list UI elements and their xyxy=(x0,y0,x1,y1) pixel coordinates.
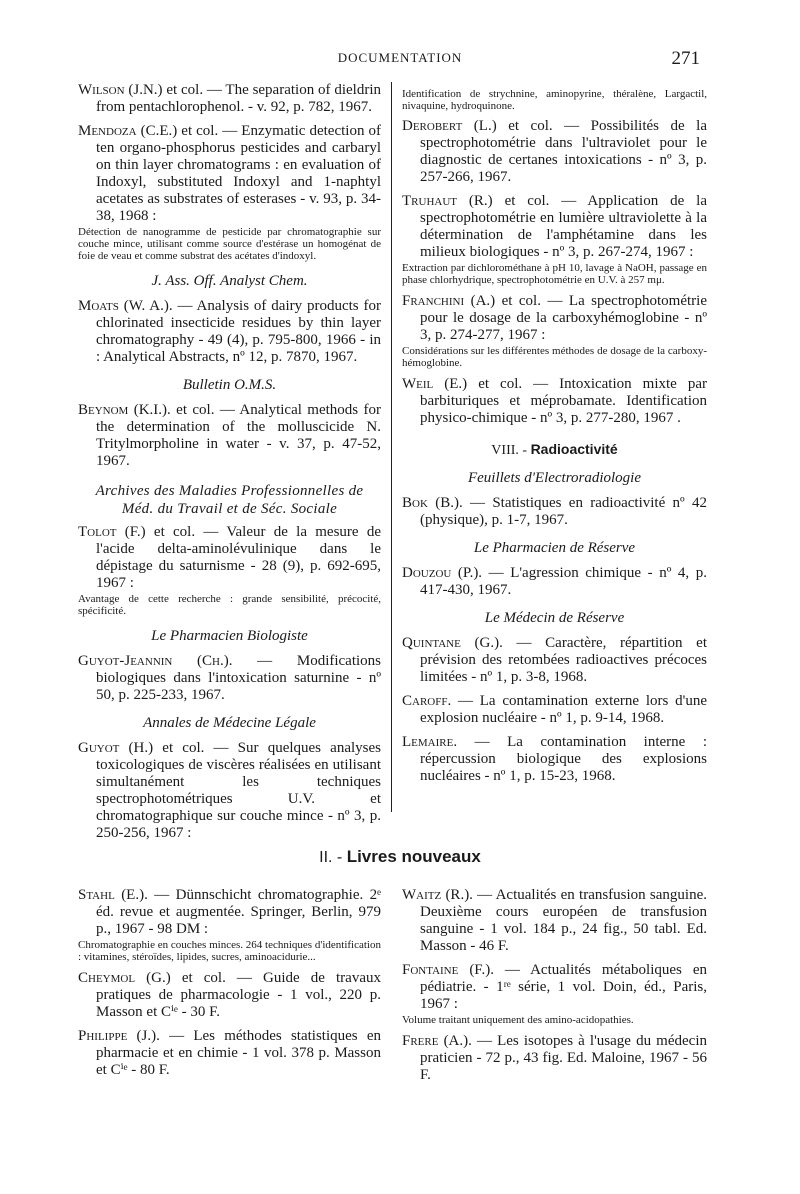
entry-text: — L'agression chimique - nº 4, p. 417-430, 1967. xyxy=(420,565,707,598)
entry-text: et col. — Valeur de la mesure de l'acide delta-aminolévulinique dans le dépistage du saturnisme - 28 (9), p. 692-695, 1967 : xyxy=(96,524,381,591)
journal-heading: Le Médecin de Réserve xyxy=(484,610,625,626)
journal-heading: J. Ass. Off. Analyst Chem. xyxy=(151,273,308,289)
entry-text: et col. — Sur quelques analyses toxicologiques de viscères réalisées en utilisant simultanément les techniques spectrophotométriques U.V. et chromatographique sur couche mince - nº 3, p. 250-256, 1967 : xyxy=(96,740,381,841)
bibliography-entry xyxy=(402,293,707,369)
books-left-column xyxy=(78,887,381,1086)
entry-author: Derobert (L.) xyxy=(402,118,497,134)
entry-note: Volume traitant uniquement des amino-acidopathies. xyxy=(402,1014,634,1026)
entry-note: Chromatographie en couches minces. 264 techniques d'identification : vitamines, stéroïdes, lipides, sucres, aminoacidurie... xyxy=(78,939,381,963)
entry-citation xyxy=(402,565,707,599)
entry-author: Mendoza (C.E.) xyxy=(78,123,178,139)
bibliography-entry xyxy=(402,1033,707,1084)
entry-text: et col. — Enzymatic detection of ten organo-phosphorus pesticides and carbaryl on thin layer chromatograms : en evaluation of Indoxyl, substituted Indoxyl and 1-naphtyl acetates as substrates of esterases - v. 93, p. 34-38, 1968 : xyxy=(96,123,381,224)
entry-text: et col. — Possibilités de la spectrophotométrie dans l'ultraviolet pour le diagnostic de certanes intoxications - nº 3, p. 257-266, 1967. xyxy=(420,118,708,185)
entry-citation xyxy=(78,82,381,116)
bibliography-entry xyxy=(78,298,381,366)
entry-author: Bok (B.). xyxy=(402,495,463,511)
bibliography-entry xyxy=(402,118,707,186)
entry-author: Moats (W. A.). xyxy=(78,298,173,314)
entry-author: Wilson (J.N.) xyxy=(78,82,163,98)
books-section-heading xyxy=(0,847,800,867)
entry-citation xyxy=(402,887,707,955)
entry-citation xyxy=(78,740,381,842)
continued-note: Identification de strychnine, aminopyrine, théralène, Largactil, nivaquine, hydroquinone. xyxy=(402,88,707,112)
entry-text: — Dünnschicht chromatographie. 2ᵉ éd. revue et augmentée. Springer, Berlin, 979 p., 1967 - 98 DM : xyxy=(96,887,381,937)
column-divider xyxy=(391,82,392,812)
entry-author: Guyot (H.) xyxy=(78,740,154,756)
entry-citation xyxy=(78,298,381,366)
entry-text: — La contamination externe lors d'une explosion nucléaire - nº 1, p. 9-14, 1968. xyxy=(420,693,707,726)
entry-citation xyxy=(402,635,707,686)
entry-text: — Caractère, répartition et prévision des retombées radioactives précoces limitées - nº 1, p. 3-8, 1968. xyxy=(420,635,707,685)
bibliography-entry xyxy=(402,193,707,286)
bibliography-entry xyxy=(78,970,381,1021)
entry-citation xyxy=(402,193,707,261)
entry-text: — Statistiques en radioactivité nº 42 (physique), p. 1-7, 1967. xyxy=(420,495,707,528)
entry-author: Cheymol (G.) xyxy=(78,970,171,986)
bibliography-entry xyxy=(78,123,381,262)
entry-author: Beynom (K.I.). xyxy=(78,402,171,418)
bibliography-entry xyxy=(402,635,707,686)
entry-author: Caroff. xyxy=(402,693,452,709)
entry-author: Weil (E.) xyxy=(402,376,468,392)
entry-author: Douzou (P.). xyxy=(402,565,483,581)
entry-author: Quintane (G.). xyxy=(402,635,503,651)
entry-author: Truhaut (R.) xyxy=(402,193,493,209)
bibliography-entry xyxy=(78,82,381,116)
entry-text: — Les isotopes à l'usage du médecin praticien - 72 p., 43 fig. Ed. Maloine, 1967 - 56 F. xyxy=(420,1033,707,1083)
entry-citation xyxy=(78,887,381,938)
entry-note: Considérations sur les différentes méthodes de dosage de la carboxy-hémoglobine. xyxy=(402,345,707,369)
entry-citation xyxy=(402,376,707,427)
entry-author: Fontaine (F.). xyxy=(402,962,494,978)
bibliography-entry xyxy=(402,887,707,955)
bibliography-entry xyxy=(78,653,381,704)
entry-citation xyxy=(78,653,381,704)
journal-heading: Feuillets d'Electroradiologie xyxy=(467,470,642,486)
entry-author: Stahl (E.). xyxy=(78,887,148,903)
entry-citation xyxy=(78,524,381,592)
entry-text: et col. — The separation of dieldrin from pentachlorophenol. - v. 92, p. 782, 1967. xyxy=(96,82,381,115)
entry-author: Lemaire. xyxy=(402,734,458,750)
entry-text: — Actualités en transfusion sanguine. Deuxième cours européen de transfusion sanguine - 1 vol. 184 p., 24 fig., 50 tabl. Ed. Masson - 46 F. xyxy=(420,887,707,954)
bibliography-entry xyxy=(78,887,381,963)
left-column xyxy=(78,82,381,849)
bibliography-entry xyxy=(402,962,707,1026)
entry-text: et col. — Intoxication mixte par barbituriques et méprobamate. Identification physico-chimique - nº 3, p. 277-280, 1967 . xyxy=(420,376,707,426)
entry-citation xyxy=(78,123,381,225)
bibliography-entry xyxy=(402,565,707,599)
entry-author: Guyot-Jeannin (Ch.). xyxy=(78,653,233,669)
entry-note: Avantage de cette recherche : grande sensibilité, précocité, spécificité. xyxy=(78,593,381,617)
entry-author: Franchini (A.) xyxy=(402,293,496,309)
running-header: DOCUMENTATION xyxy=(337,50,463,65)
bibliography-entry xyxy=(78,1028,381,1079)
entry-note: Extraction par dichlorométhane à pH 10, lavage à NaOH, passage en phase chlorhydrique, spectrophotométrie en U.V. à 257 mμ. xyxy=(402,262,707,286)
books-section-title: Livres nouveaux xyxy=(346,847,481,866)
entry-author: Frere (A.). xyxy=(402,1033,472,1049)
entry-citation xyxy=(78,1028,381,1079)
entry-citation xyxy=(402,734,707,785)
entry-author: Philippe (J.). xyxy=(78,1028,160,1044)
bibliography-entry xyxy=(402,495,707,529)
entry-text: et col. — La spectrophotométrie pour le dosage de la carboxyhémoglobine - nº 3, p. 274-277, 1967 : xyxy=(420,293,707,343)
entry-citation xyxy=(402,693,707,727)
books-right-column xyxy=(402,887,707,1091)
entry-text: — Les méthodes statistiques en pharmacie et en chimie - 1 vol. 378 p. Masson et Cⁱᵉ - 80 F. xyxy=(96,1028,381,1078)
entry-citation xyxy=(402,1033,707,1084)
entry-citation xyxy=(402,495,707,529)
entry-citation xyxy=(402,962,707,1013)
entry-citation xyxy=(402,293,707,344)
bibliography-entry xyxy=(402,693,707,727)
entry-text: et col. — Analytical methods for the determination of the molluscicide N. Tritylmorpholine in water - v. 37, p. 47-52, 1967. xyxy=(96,402,381,469)
journal-heading: Archives des Maladies Professionnelles de Méd. du Travail et de Séc. Sociale xyxy=(95,483,364,517)
section-prefix: VIII. - xyxy=(491,443,531,458)
bibliography-entry xyxy=(78,524,381,617)
entry-text: — Analysis of dairy products for chlorinated insecticide residues by thin layer chromatography - 49 (4), p. 795-800, 1966 - in : Analytical Abstracts, nº 12, p. 7870, 1967. xyxy=(96,298,381,365)
journal-heading: Le Pharmacien de Réserve xyxy=(473,540,636,556)
entry-text: — La contamination interne : répercussion biologique des explosions nucléaires - nº 1, p. 15-23, 1968. xyxy=(420,734,707,784)
bibliography-entry xyxy=(78,740,381,842)
journal-heading: Le Pharmacien Biologiste xyxy=(151,628,308,644)
journal-heading: Annales de Médecine Légale xyxy=(143,715,316,731)
entry-author: Tolot (F.) xyxy=(78,524,146,540)
journal-heading: Bulletin O.M.S. xyxy=(182,377,277,393)
entry-note: Détection de nanogramme de pesticide par chromatographie sur couche mince, utilisant comme source d'estérase un homogénat de foie de veau et comme substrat des acétates d'indoxyl. xyxy=(78,226,381,262)
right-column xyxy=(402,88,707,792)
section-title: Radioactivité xyxy=(530,441,618,457)
bibliography-entry xyxy=(402,376,707,427)
entry-text: et col. — Application de la spectrophotométrie en lumière ultraviolette à la détermination de l'amphétamine dans les milieux biologiques - nº 3, p. 267-274, 1967 : xyxy=(420,193,707,260)
page-number: 271 xyxy=(671,48,700,69)
entry-citation xyxy=(78,970,381,1021)
bibliography-entry xyxy=(402,734,707,785)
entry-citation xyxy=(78,402,381,470)
section-heading xyxy=(402,441,707,459)
entry-text: — Modifications biologiques dans l'intoxication saturnine - nº 50, p. 225-233, 1967. xyxy=(96,653,382,703)
books-section-prefix: II. - xyxy=(319,849,347,866)
entry-text: — Actualités métaboliques en pédiatrie. - 1ʳᵉ série, 1 vol. Doin, éd., Paris, 1967 : xyxy=(420,962,707,1012)
entry-author: Waitz (R.). xyxy=(402,887,473,903)
entry-citation xyxy=(402,118,707,186)
bibliography-entry xyxy=(78,402,381,470)
entry-text: et col. — Guide de travaux pratiques de pharmacologie - 1 vol., 220 p. Masson et Cⁱᵉ - 30 F. xyxy=(96,970,381,1020)
